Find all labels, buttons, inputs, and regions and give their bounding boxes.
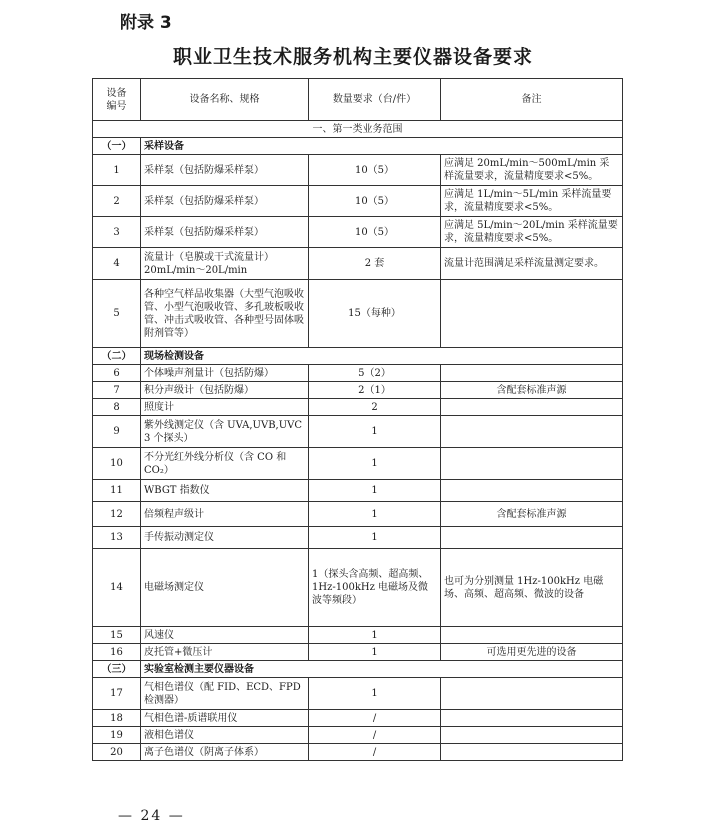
quantity: /: [309, 710, 441, 727]
quantity: 1: [309, 527, 441, 549]
header-equipment-no: 设备 编号: [93, 79, 141, 121]
remark: 可选用更先进的设备: [441, 644, 623, 661]
equipment-name: 采样泵（包括防爆采样泵）: [141, 186, 309, 217]
quantity: 1: [309, 448, 441, 480]
quantity: 1: [309, 480, 441, 502]
quantity: 1: [309, 627, 441, 644]
group-label: 实验室检测主要仪器设备: [141, 661, 623, 678]
table-row: [93, 399, 623, 416]
equipment-number: 17: [93, 678, 141, 710]
remark: 应满足 20mL/min～500mL/min 采样流量要求，流量精度要求<5%。: [441, 155, 623, 186]
equipment-number: 5: [93, 280, 141, 348]
table-row: [93, 416, 623, 448]
equipment-name: 流量计（皂膜或干式流量计）20mL/min～20L/min: [141, 248, 309, 280]
group-header-row: [93, 348, 623, 365]
section-title: 一、第一类业务范围: [93, 121, 623, 138]
group-header-row: [93, 138, 623, 155]
group-number: （二）: [93, 348, 141, 365]
equipment-number: 9: [93, 416, 141, 448]
group-label: 采样设备: [141, 138, 623, 155]
table-row: [93, 382, 623, 399]
remark: [441, 399, 623, 416]
equipment-name: 倍频程声级计: [141, 502, 309, 527]
section-row: [93, 121, 623, 138]
remark: [441, 448, 623, 480]
table-row: [93, 710, 623, 727]
equipment-number: 13: [93, 527, 141, 549]
equipment-name: 采样泵（包括防爆采样泵）: [141, 155, 309, 186]
header-remark: 备注: [441, 79, 623, 121]
header-quantity: 数量要求（台/件）: [309, 79, 441, 121]
remark: [441, 710, 623, 727]
table-row: [93, 448, 623, 480]
remark: [441, 678, 623, 710]
remark: [441, 365, 623, 382]
table-row: [93, 480, 623, 502]
equipment-number: 11: [93, 480, 141, 502]
equipment-name: 个体噪声剂量计（包括防爆）: [141, 365, 309, 382]
equipment-name: 电磁场测定仪: [141, 549, 309, 627]
equipment-name: 积分声级计（包括防爆）: [141, 382, 309, 399]
quantity: 2 套: [309, 248, 441, 280]
remark: [441, 627, 623, 644]
equipment-number: 19: [93, 727, 141, 744]
table-row: [93, 155, 623, 186]
table-row: [93, 744, 623, 761]
quantity: 1: [309, 678, 441, 710]
equipment-number: 20: [93, 744, 141, 761]
table-header-row: [93, 79, 623, 121]
remark: [441, 527, 623, 549]
quantity: /: [309, 727, 441, 744]
quantity: 2（1）: [309, 382, 441, 399]
equipment-number: 3: [93, 217, 141, 248]
equipment-name: 照度计: [141, 399, 309, 416]
quantity: 10（5）: [309, 186, 441, 217]
equipment-name: 风速仪: [141, 627, 309, 644]
equipment-name: WBGT 指数仪: [141, 480, 309, 502]
equipment-table: [92, 78, 623, 761]
table-row: [93, 186, 623, 217]
remark: 应满足 5L/min～20L/min 采样流量要求，流量精度要求<5%。: [441, 217, 623, 248]
quantity: 1: [309, 502, 441, 527]
remark: 应满足 1L/min～5L/min 采样流量要求，流量精度要求<5%。: [441, 186, 623, 217]
group-number: （三）: [93, 661, 141, 678]
equipment-number: 12: [93, 502, 141, 527]
table-row: [93, 627, 623, 644]
table-row: [93, 217, 623, 248]
table-row: [93, 248, 623, 280]
equipment-name: 采样泵（包括防爆采样泵）: [141, 217, 309, 248]
equipment-name: 皮托管+微压计: [141, 644, 309, 661]
equipment-number: 1: [93, 155, 141, 186]
quantity: 1: [309, 644, 441, 661]
remark: [441, 416, 623, 448]
equipment-number: 14: [93, 549, 141, 627]
equipment-name: 液相色谱仪: [141, 727, 309, 744]
quantity: 1（探头含高频、超高频、1Hz-100kHz 电磁场及微波等频段）: [309, 549, 441, 627]
equipment-name: 气相色谱仪（配 FID、ECD、FPD 检测器）: [141, 678, 309, 710]
remark: 含配套标准声源: [441, 502, 623, 527]
quantity: 5（2）: [309, 365, 441, 382]
quantity: /: [309, 744, 441, 761]
equipment-number: 8: [93, 399, 141, 416]
equipment-number: 10: [93, 448, 141, 480]
remark: [441, 727, 623, 744]
quantity: 10（5）: [309, 217, 441, 248]
quantity: 1: [309, 416, 441, 448]
page-number: — 24 —: [118, 808, 185, 824]
document-title: 职业卫生技术服务机构主要仪器设备要求: [172, 46, 533, 68]
table-row: [93, 549, 623, 627]
equipment-number: 7: [93, 382, 141, 399]
table-row: [93, 280, 623, 348]
appendix-label: 附录 3: [120, 13, 172, 33]
equipment-name: 不分光红外线分析仪（含 CO 和 CO₂）: [141, 448, 309, 480]
group-label: 现场检测设备: [141, 348, 623, 365]
equipment-name: 离子色谱仪（阴离子体系）: [141, 744, 309, 761]
equipment-name: 手传振动测定仪: [141, 527, 309, 549]
equipment-name: 紫外线测定仪（含 UVA,UVB,UVC 3 个探头）: [141, 416, 309, 448]
table-row: [93, 527, 623, 549]
group-header-row: [93, 661, 623, 678]
table-row: [93, 678, 623, 710]
header-equipment-name: 设备名称、规格: [141, 79, 309, 121]
remark: [441, 280, 623, 348]
quantity: 10（5）: [309, 155, 441, 186]
table-row: [93, 727, 623, 744]
equipment-number: 18: [93, 710, 141, 727]
equipment-number: 2: [93, 186, 141, 217]
equipment-number: 4: [93, 248, 141, 280]
equipment-number: 15: [93, 627, 141, 644]
table-row: [93, 365, 623, 382]
remark: 也可为分别测量 1Hz-100kHz 电磁场、高频、超高频、微波的设备: [441, 549, 623, 627]
equipment-name: 各种空气样品收集器（大型气泡吸收管、小型气泡吸收管、多孔玻板吸收管、冲击式吸收管、各种型号固体吸附剂管等）: [141, 280, 309, 348]
quantity: 2: [309, 399, 441, 416]
equipment-number: 16: [93, 644, 141, 661]
remark: [441, 480, 623, 502]
remark: [441, 744, 623, 761]
quantity: 15（每种）: [309, 280, 441, 348]
remark: 含配套标准声源: [441, 382, 623, 399]
group-number: （一）: [93, 138, 141, 155]
table-row: [93, 644, 623, 661]
equipment-name: 气相色谱-质谱联用仪: [141, 710, 309, 727]
remark: 流量计范围满足采样流量测定要求。: [441, 248, 623, 280]
table-row: [93, 502, 623, 527]
equipment-number: 6: [93, 365, 141, 382]
